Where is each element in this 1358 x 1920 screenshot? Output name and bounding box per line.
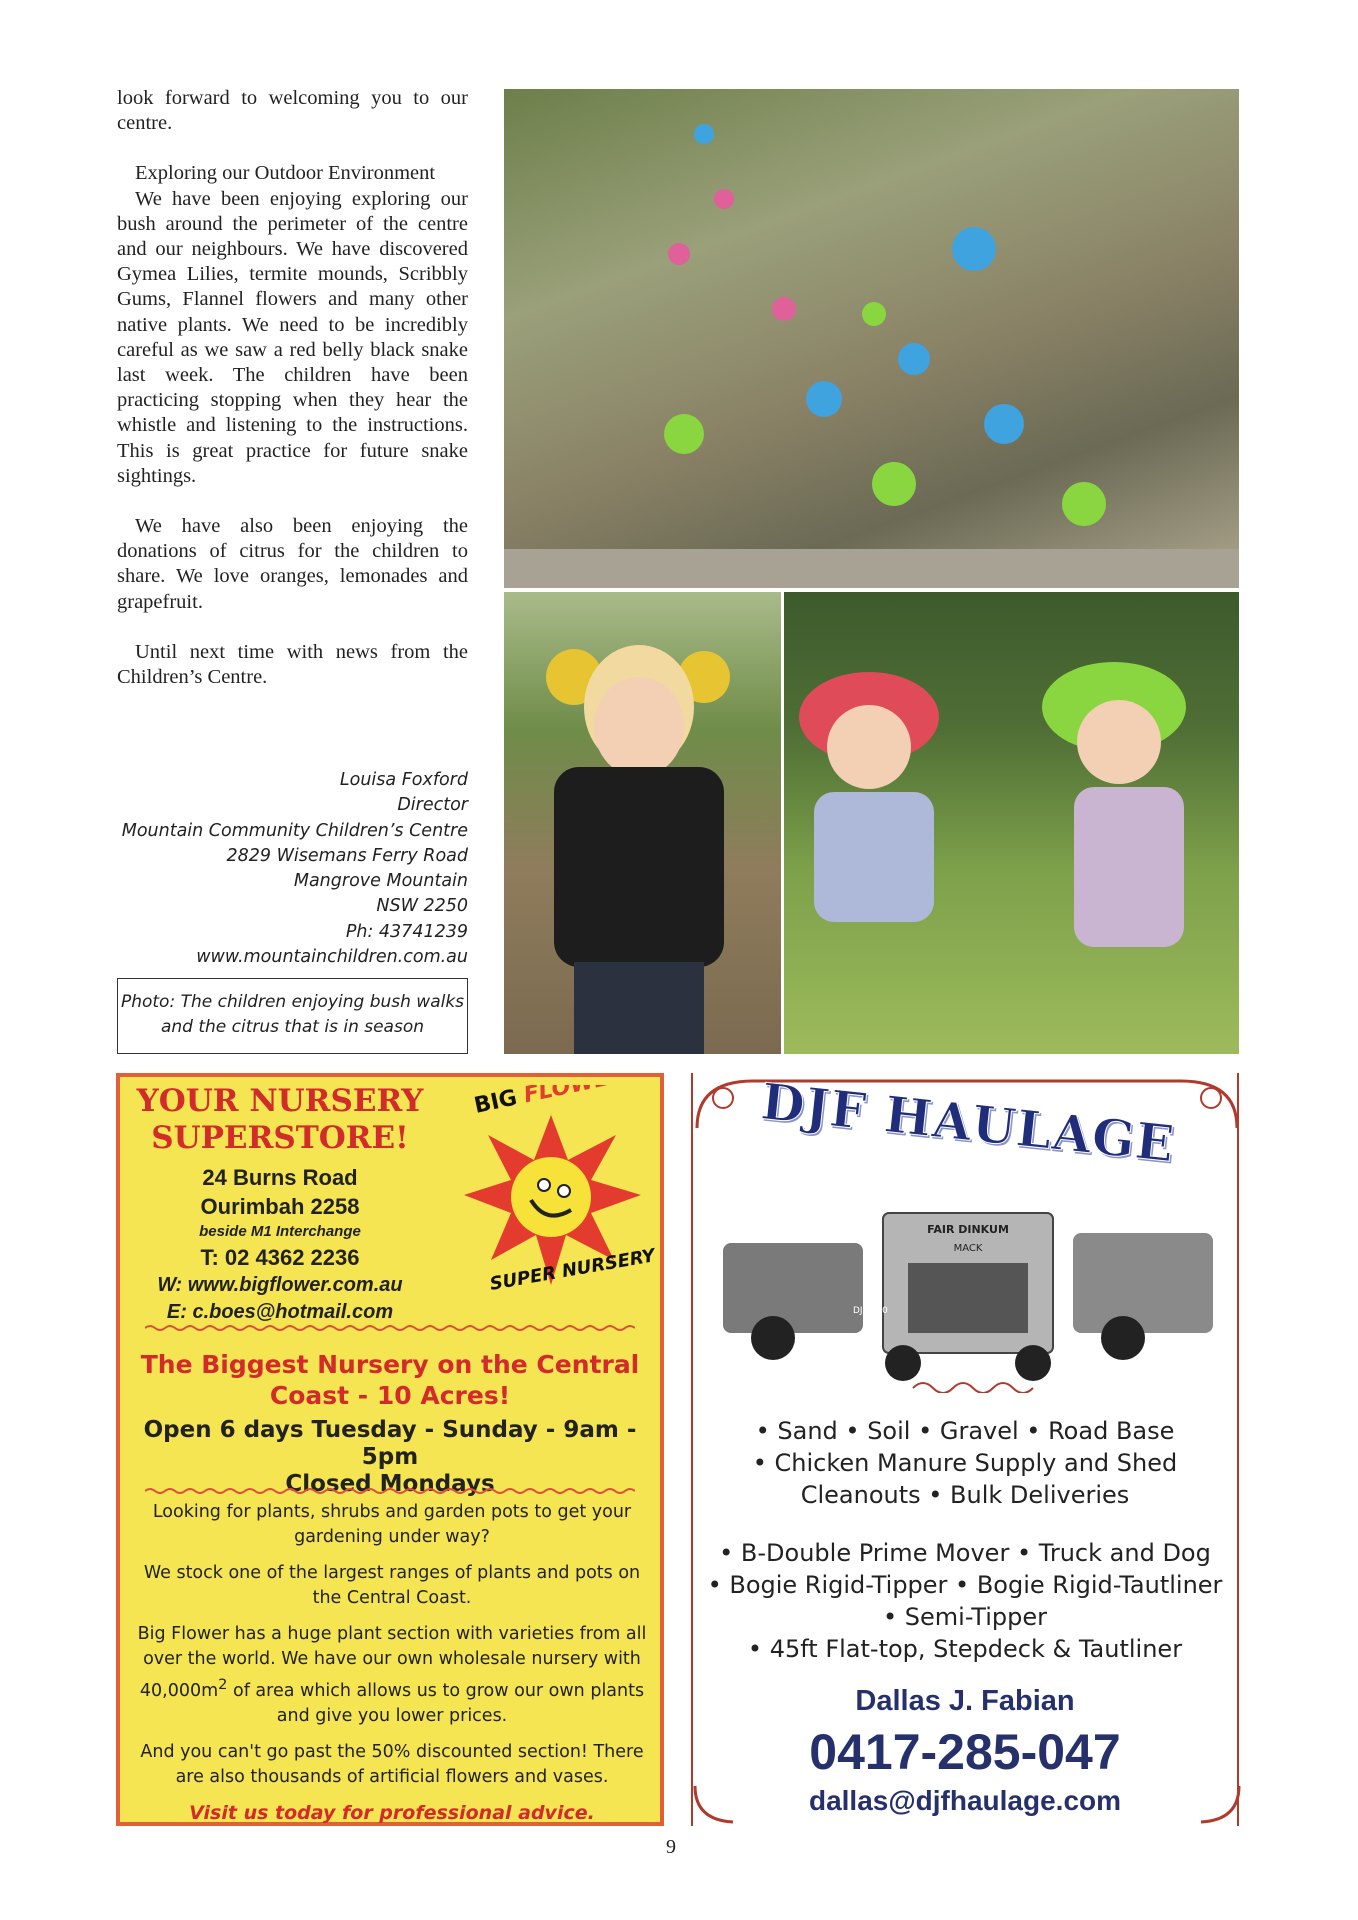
signature-suburb: Mangrove Mountain [293, 871, 468, 892]
services-list-vehicles [693, 1537, 1237, 1665]
nursery-paragraph: And you can't go past the 50% discounted section! There are also thousands of artificial flowers and vases. [140, 1741, 644, 1787]
nursery-email[interactable]: E: c.boes@hotmail.com [166, 1301, 394, 1323]
nursery-advertisement [116, 1073, 664, 1826]
contact-email[interactable]: dallas@djfhaulage.com [808, 1785, 1122, 1816]
service-item: • Chicken Manure Supply and Shed [752, 1449, 1178, 1477]
photo-bush-walk [504, 89, 1239, 588]
nursery-paragraph: Looking for plants, shrubs and garden pots to get your gardening under way? [152, 1502, 632, 1547]
opening-hours: Open 6 days Tuesday - Sunday - 9am - 5pm [143, 1417, 637, 1470]
signature-website: www.mountainchildren.com.au [196, 947, 468, 968]
vehicle-item: • B-Double Prime Mover • Truck and Dog [719, 1539, 1211, 1567]
signature-phone: Ph: 43741239 [345, 921, 468, 942]
contact-phone[interactable]: 0417-285-047 [809, 1724, 1121, 1780]
signature-street: 2829 Wisemans Ferry Road [226, 845, 468, 866]
haulage-advertisement [691, 1073, 1239, 1826]
nursery-paragraph [128, 1622, 656, 1729]
service-item: • Sand • Soil • Gravel • Road Base [755, 1417, 1175, 1445]
contact-name: Dallas J. Fabian [855, 1685, 1075, 1717]
vehicle-item: • Bogie Rigid-Tipper • Bogie Rigid-Tautliner [707, 1571, 1223, 1599]
nursery-phone: T: 02 4362 2236 [200, 1245, 360, 1270]
nursery-suburb: Ourimbah 2258 [200, 1194, 360, 1219]
haulage-title: DJF HAULAGE [758, 1071, 1178, 1174]
nursery-website[interactable]: W: www.bigflower.com.au [157, 1274, 403, 1296]
logo-big-text: BIG FLOWER [472, 1085, 628, 1119]
para-text: of area which allows us to grow our own plants and give you lower prices. [227, 1680, 645, 1726]
article-column [117, 86, 468, 715]
photo-caption: Photo: The children enjoying bush walks and the citrus that is in season [117, 978, 468, 1054]
article-intro: look forward to welcoming you to our centre. [117, 87, 468, 135]
closed-days: Closed Mondays [285, 1471, 495, 1497]
signature-title: Director [397, 795, 468, 816]
nursery-cta: Visit us today for professional advice. [189, 1801, 595, 1824]
nursery-landmark: beside M1 Interchange [199, 1223, 361, 1240]
nursery-headline: YOUR NURSERY SUPERSTORE! [136, 1083, 424, 1156]
vehicle-item: • 45ft Flat-top, Stepdeck & Tautliner [747, 1635, 1183, 1663]
article-heading: Exploring our Outdoor Environment [135, 162, 436, 185]
signature-name: Louisa Foxford [339, 770, 468, 790]
nursery-paragraph: We stock one of the largest ranges of plants and pots on the Central Coast. [143, 1563, 641, 1608]
service-item: Cleanouts • Bulk Deliveries [800, 1481, 1130, 1509]
services-list-materials [693, 1415, 1237, 1511]
page-number: 9 [666, 1836, 676, 1858]
big-flower-logo [446, 1085, 656, 1300]
nursery-description [128, 1500, 656, 1837]
signature-state: NSW 2250 [376, 896, 468, 917]
wave-divider [145, 1324, 635, 1332]
truck-plate: DJF 400 [853, 1306, 888, 1316]
photo-boy-citrus [504, 592, 781, 1054]
article-paragraph: Until next time with news from the Children’s Centre. [117, 640, 468, 689]
article-paragraph: We have also been enjoying the donations of citrus for the children to share. We love oranges, lemonades and grapefruit. [117, 515, 468, 613]
truck-brand: MACK [953, 1243, 983, 1254]
para-text: Big Flower has a huge plant section with varieties from all over the world. We have our own wholesale nursery with 40,000m [137, 1624, 647, 1701]
nursery-tagline: The Biggest Nursery on the Central Coast - 10 Acres! [140, 1350, 640, 1410]
nursery-hours [120, 1417, 660, 1498]
signature-org: Mountain Community Children’s Centre [121, 820, 468, 841]
truck-sign: FAIR DINKUM [927, 1223, 1009, 1236]
superscript: 2 [218, 1676, 228, 1693]
logo-super-text: SUPER NURSERY [488, 1245, 656, 1295]
nursery-address: 24 Burns Road [202, 1165, 358, 1190]
wave-divider [145, 1487, 635, 1495]
trucks-illustration [713, 1163, 1223, 1393]
nursery-contact [130, 1163, 430, 1326]
photo-girls-flowers [784, 592, 1239, 1054]
signature-block [117, 768, 468, 970]
ornament-frame-bottom [693, 1786, 1241, 1826]
article-paragraph: We have been enjoying exploring our bush around the perimeter of the centre and our neighbours. We have discovered Gymea Lilies, termite mounds, Scribbly Gums, Flannel flowers and many other native plants. We need to be incredibly careful as we saw a red belly black snake last week. The children have been practicing stopping when they hear the whistle and listening to the instructions. This is great practice for future snake sightings. [117, 187, 468, 487]
vehicle-item: • Semi-Tipper [883, 1603, 1047, 1631]
